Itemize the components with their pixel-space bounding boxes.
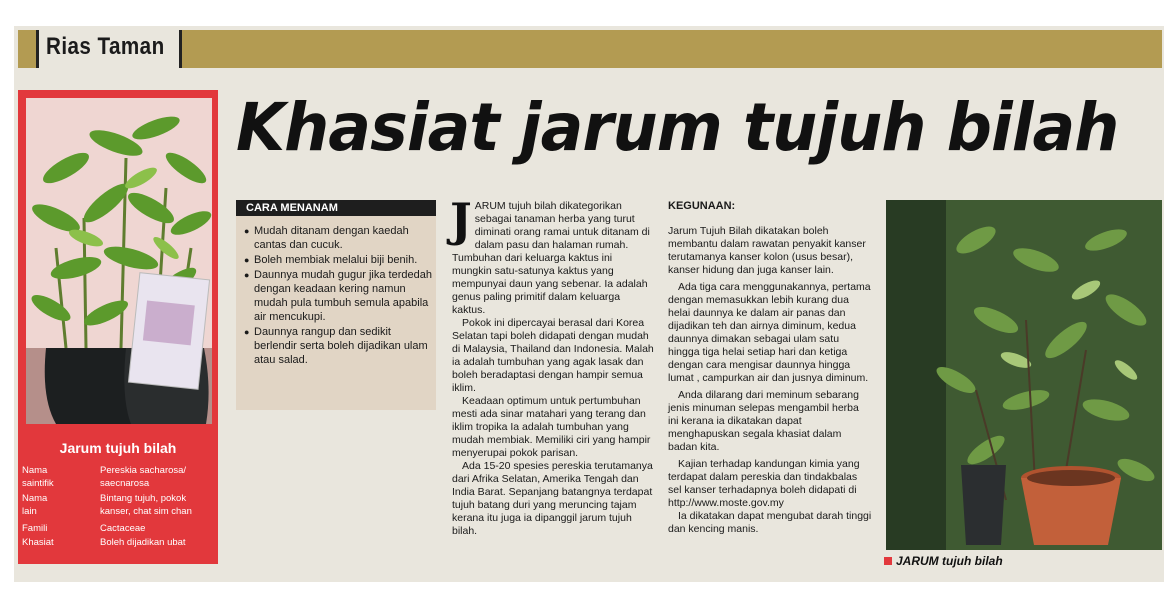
section-bar — [18, 30, 1162, 68]
article-column-1 — [450, 193, 654, 538]
caption-marker — [884, 557, 892, 565]
plant-illustration — [26, 98, 212, 424]
drop-cap: J — [450, 193, 472, 247]
info-key: Khasiat — [22, 537, 54, 548]
paragraph: Ia dikatakan dapat mengubat darah tinggi dan kencing manis. — [668, 510, 872, 535]
photo-caption — [884, 554, 1003, 568]
list-item: ● Boleh membiak melalui biji benih. — [244, 253, 434, 267]
paragraph: Pokok ini dipercayai berasal dari Korea Selatan tapi boleh didapati dengan mudah di Malaysia, Thailand dan Indonesia. Malah ia adalah tumbuhan yang agak lasak dan boleh beradaptasi dengan hampir semua iklim. — [452, 317, 654, 394]
sidebar-caption: Jarum tujuh bilah — [59, 440, 177, 456]
paragraph: Keadaan optimum untuk pertumbuhan mesti ada sinar matahari yang terang dan iklim tropika Ia adalah tumbuhan yang mudah membiak. Memiliki ciri yang hampir menyerupai pokok parisan. — [452, 395, 651, 459]
plant-photo-illustration — [886, 200, 1162, 550]
planting-list — [244, 224, 434, 368]
section-label: Rias Taman — [46, 33, 165, 60]
info-value: Pereskia sacharosa/ saecnarosa — [100, 465, 187, 489]
paragraph: ARUM tujuh bilah dikategorikan sebagai tanaman herba yang turut diminati orang ramai untuk ditanam di dalam pasu dan halaman rumah. Tumbuhan dari keluarga kaktus ini mungkin satu-satunya kaktus yang mempunyai daun yang sebenar. Ia adalah genus paling primitif dalam keluarga kaktus. — [452, 200, 650, 316]
photo-caption-text: JARUM tujuh bilah — [896, 554, 1003, 568]
info-key: Nama lain — [22, 493, 48, 517]
paragraph: Ada tiga cara menggunakannya, pertama dengan memasukkan lebih kurang dua helai daunnya ke dalam air panas dan dijadikan teh dan airnya diminum, kedua daunnya dimakan sebagai ulam satu hingga tiga helai setiap hari dan ketiga dengan cara mengisar daunnya hingga lumat , campurkan air dan jusnya diminum. — [668, 281, 871, 384]
info-value: Bintang tujuh, pokok kanser, chat sim chan — [100, 493, 192, 517]
info-value: Cactaceae — [100, 523, 146, 534]
plant-photo-right — [886, 200, 1162, 550]
article-column-2 — [668, 200, 872, 536]
paragraph: Kajian terhadap kandungan kimia yang terdapat dalam pereskia dan tindakbalas sel kanser terhadapnya boleh didapati di http://www.moste.gov.my — [668, 458, 860, 509]
list-item: ● Daunnya rangup dan sedikit berlendir serta boleh dijadikan ulam atau salad. — [244, 325, 434, 367]
info-value: Boleh dijadikan ubat — [100, 537, 186, 548]
list-item: ● Mudah ditanam dengan kaedah cantas dan cucuk. — [244, 224, 434, 252]
headline: Khasiat jarum tujuh bilah — [236, 89, 1119, 166]
info-key: Nama saintifik — [22, 465, 54, 489]
planting-heading: CARA MENANAM — [236, 200, 436, 216]
paragraph: Ada 15-20 spesies pereskia terutamanya dari Afrika Selatan, Amerika Tengah dan India Barat. Sepanjang batangnya terdapat tujuh batang duri yang meruncing tajam kerana itu juga ia dipanggil jarum tujuh bilah. — [452, 460, 653, 537]
plant-photo — [26, 98, 212, 424]
paragraph: Anda dilarang dari meminum sebarang jenis minuman selepas mengambil herba ini kerana ia dikatakan dapat menghapuskan segala khasiat dalam badan kita. — [668, 389, 859, 453]
paragraph: Jarum Tujuh Bilah dikatakan boleh membantu dalam rawatan penyakit kanser terutamanya kanser kolon (usus besar), kanser hidung dan juga kanser lain. — [668, 225, 866, 276]
info-key: Famili — [22, 523, 48, 534]
list-item: ● Daunnya mudah gugur jika terdedah dengan keadaan kering namun mudah pula tumbuh semula apabila air mencukupi. — [244, 268, 434, 324]
uses-heading: KEGUNAAN: — [668, 200, 736, 212]
